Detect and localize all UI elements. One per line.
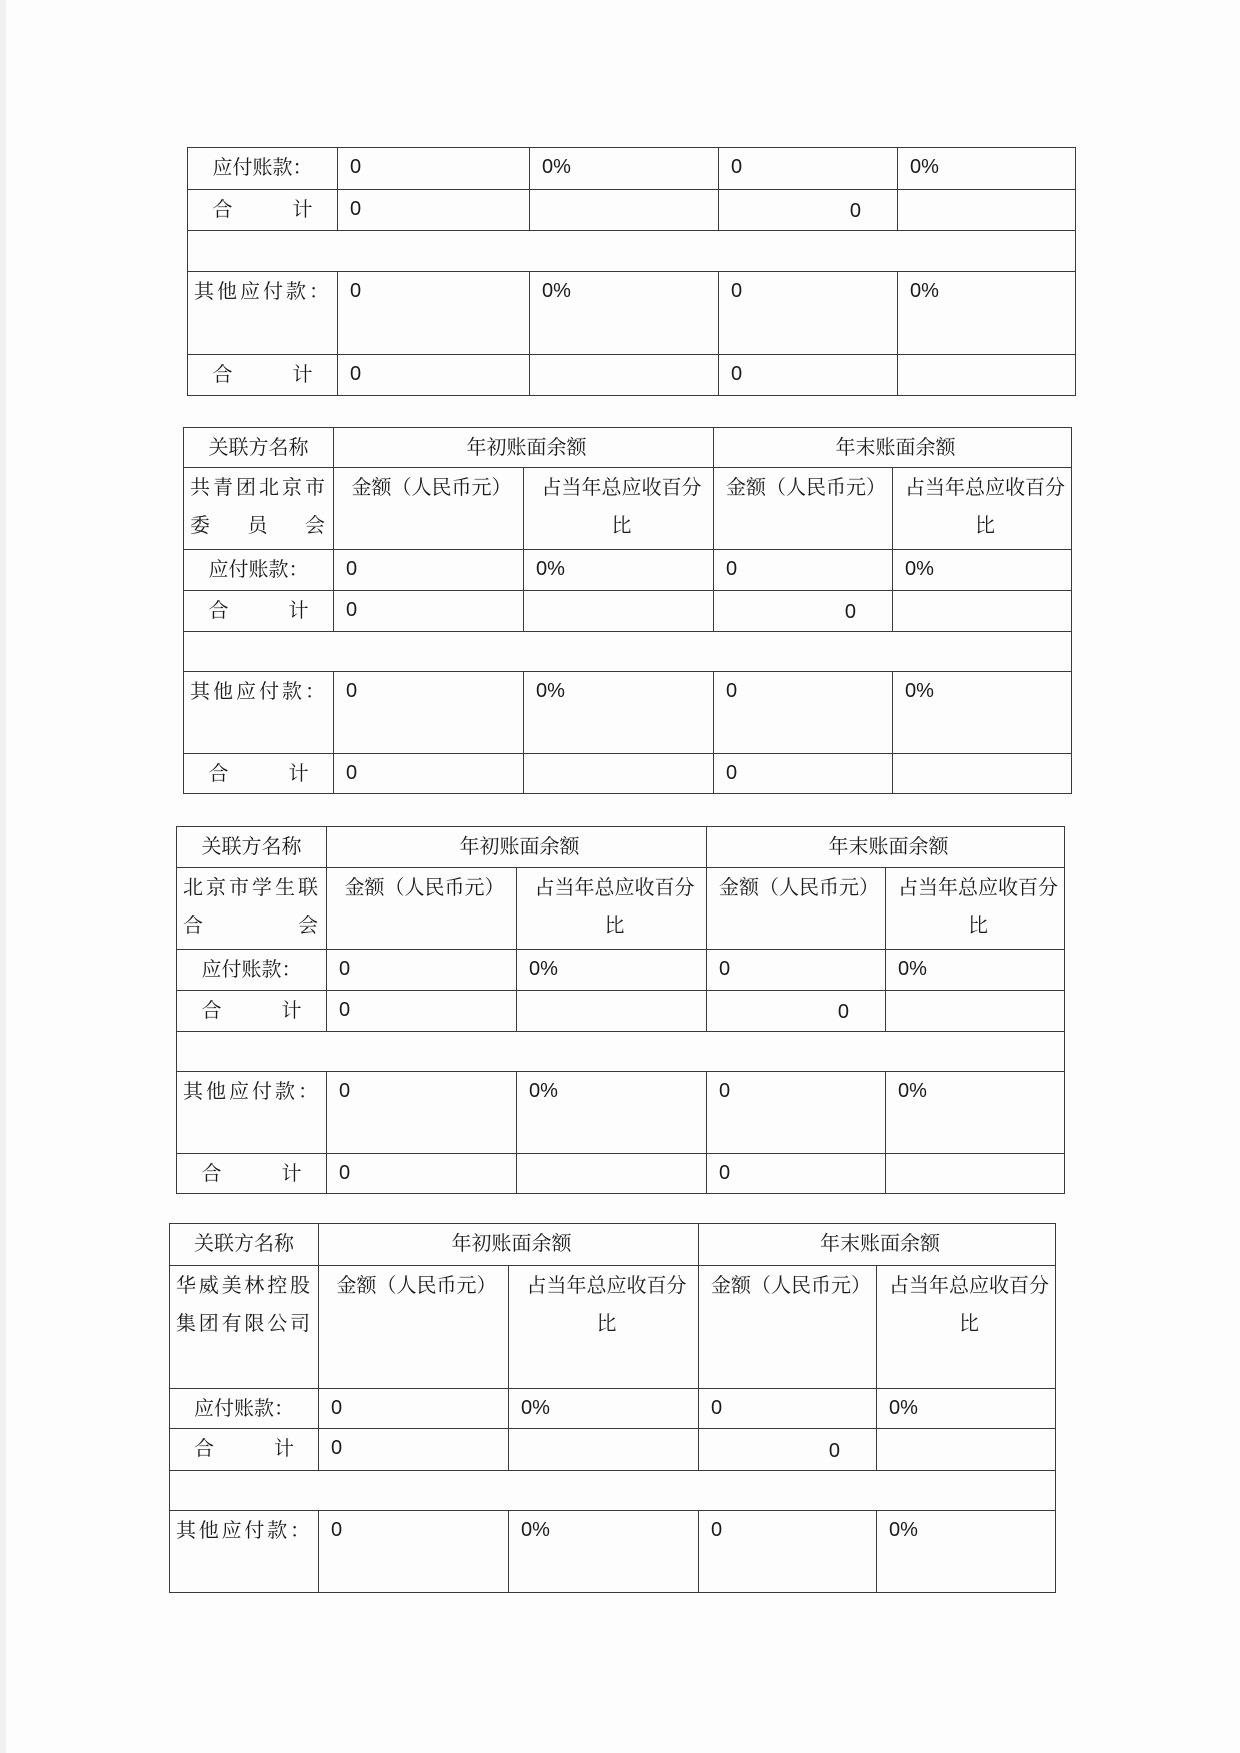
accounts-payable-row [188, 148, 1076, 190]
closing-total-amount: 0 [719, 355, 898, 396]
closing-amount: 0 [719, 272, 898, 355]
opening-total-amount: 0 [334, 591, 524, 632]
total-label: 合 计 [177, 991, 327, 1032]
opening-total-pct [530, 190, 719, 231]
closing-total-amount: 0 [699, 1429, 877, 1471]
blank-cell [170, 1471, 1056, 1511]
closing-balance-header: 年末账面余额 [714, 428, 1072, 468]
opening-amount-header: 金额（人民币元） [319, 1266, 509, 1389]
opening-total-amount: 0 [338, 190, 530, 231]
opening-pct: 0% [530, 148, 719, 190]
opening-balance-header: 年初账面余额 [319, 1224, 699, 1266]
other-payables-row [170, 1511, 1056, 1593]
other-payables-row [177, 1072, 1065, 1154]
opening-total-pct [524, 754, 714, 794]
related-party-table-2 [183, 427, 1072, 794]
other-payables-total-row [188, 355, 1076, 396]
other-payables-label: 其他应付款： [177, 1072, 327, 1154]
opening-total-pct [517, 1154, 707, 1194]
closing-total-pct [898, 355, 1076, 396]
closing-total-pct [877, 1429, 1056, 1471]
total-label: 合 计 [170, 1429, 319, 1471]
accounts-payable-total-row [188, 190, 1076, 231]
opening-amount: 0 [338, 148, 530, 190]
closing-pct: 0% [877, 1389, 1056, 1429]
closing-total-pct [898, 190, 1076, 231]
closing-pct-header: 占当年总应收百分比 [886, 868, 1065, 950]
closing-amount: 0 [714, 550, 893, 591]
opening-amount: 0 [319, 1389, 509, 1429]
accounts-payable-total-row [177, 991, 1065, 1032]
opening-balance-header: 年初账面余额 [334, 428, 714, 468]
other-payables-label: 其他应付款： [184, 672, 334, 754]
opening-amount-header: 金额（人民币元） [334, 468, 524, 550]
closing-amount: 0 [719, 148, 898, 190]
closing-balance-header: 年末账面余额 [707, 827, 1065, 868]
closing-total-amount: 0 [714, 591, 893, 632]
opening-total-pct [530, 355, 719, 396]
accounts-payable-label: 应付账款： [188, 148, 338, 190]
opening-amount: 0 [334, 550, 524, 591]
header-row [184, 428, 1072, 468]
party-name-header: 关联方名称 [170, 1224, 319, 1266]
opening-amount: 0 [327, 1072, 517, 1154]
blank-separator-row [188, 231, 1076, 272]
closing-pct: 0% [893, 550, 1072, 591]
blank-separator-row [184, 632, 1072, 672]
closing-pct: 0% [886, 950, 1065, 991]
closing-balance-header: 年末账面余额 [699, 1224, 1056, 1266]
subheader-row [184, 468, 1072, 550]
accounts-payable-row [177, 950, 1065, 991]
opening-balance-header: 年初账面余额 [327, 827, 707, 868]
closing-pct: 0% [898, 272, 1076, 355]
accounts-payable-label: 应付账款： [170, 1389, 319, 1429]
opening-total-amount: 0 [319, 1429, 509, 1471]
blank-cell [188, 231, 1076, 272]
header-row [170, 1224, 1056, 1266]
closing-pct-header: 占当年总应收百分比 [877, 1266, 1056, 1389]
other-payables-label: 其他应付款： [188, 272, 338, 355]
closing-total-amount: 0 [707, 1154, 886, 1194]
closing-amount: 0 [707, 950, 886, 991]
accounts-payable-label: 应付账款： [177, 950, 327, 991]
total-label: 合 计 [184, 591, 334, 632]
opening-total-pct [524, 591, 714, 632]
opening-pct: 0% [530, 272, 719, 355]
opening-total-amount: 0 [327, 1154, 517, 1194]
closing-total-amount: 0 [707, 991, 886, 1032]
closing-amount: 0 [699, 1389, 877, 1429]
accounts-payable-total-row [170, 1429, 1056, 1471]
party-name: 华威美林控股集团有限公司 [170, 1266, 319, 1389]
scan-page-edge [0, 0, 6, 1753]
opening-total-amount: 0 [327, 991, 517, 1032]
closing-amount: 0 [714, 672, 893, 754]
subheader-row [170, 1266, 1056, 1389]
header-row [177, 827, 1065, 868]
other-payables-row [188, 272, 1076, 355]
opening-total-amount: 0 [338, 355, 530, 396]
blank-cell [184, 632, 1072, 672]
total-label: 合 计 [184, 754, 334, 794]
opening-pct: 0% [524, 550, 714, 591]
closing-amount-header: 金额（人民币元） [707, 868, 886, 950]
opening-pct: 0% [517, 1072, 707, 1154]
subheader-row [177, 868, 1065, 950]
blank-separator-row [177, 1032, 1065, 1072]
opening-pct: 0% [517, 950, 707, 991]
blank-cell [177, 1032, 1065, 1072]
opening-amount: 0 [327, 950, 517, 991]
closing-total-amount: 0 [714, 754, 893, 794]
opening-amount-header: 金额（人民币元） [327, 868, 517, 950]
total-label: 合 计 [188, 190, 338, 231]
accounts-payable-total-row [184, 591, 1072, 632]
closing-pct-header: 占当年总应收百分比 [893, 468, 1072, 550]
closing-total-amount: 0 [719, 190, 898, 231]
other-payables-total-row [177, 1154, 1065, 1194]
opening-pct-header: 占当年总应收百分比 [509, 1266, 699, 1389]
related-party-table-3 [176, 826, 1065, 1194]
closing-amount-header: 金额（人民币元） [714, 468, 893, 550]
total-label: 合 计 [188, 355, 338, 396]
opening-total-amount: 0 [334, 754, 524, 794]
closing-total-pct [893, 754, 1072, 794]
party-name: 共青团北京市委员会 [184, 468, 334, 550]
total-label: 合 计 [177, 1154, 327, 1194]
accounts-payable-row [170, 1389, 1056, 1429]
closing-total-pct [886, 991, 1065, 1032]
closing-amount: 0 [699, 1511, 877, 1593]
other-payables-label: 其他应付款： [170, 1511, 319, 1593]
party-name: 北京市学生联合会 [177, 868, 327, 950]
opening-pct: 0% [509, 1511, 699, 1593]
closing-pct: 0% [898, 148, 1076, 190]
other-payables-total-row [184, 754, 1072, 794]
opening-pct-header: 占当年总应收百分比 [524, 468, 714, 550]
closing-amount-header: 金额（人民币元） [699, 1266, 877, 1389]
other-payables-row [184, 672, 1072, 754]
related-party-table-4 [169, 1223, 1056, 1593]
opening-total-pct [517, 991, 707, 1032]
closing-pct: 0% [886, 1072, 1065, 1154]
closing-pct: 0% [877, 1511, 1056, 1593]
opening-total-pct [509, 1429, 699, 1471]
party-name-header: 关联方名称 [184, 428, 334, 468]
opening-amount: 0 [334, 672, 524, 754]
opening-amount: 0 [338, 272, 530, 355]
opening-pct-header: 占当年总应收百分比 [517, 868, 707, 950]
accounts-payable-row [184, 550, 1072, 591]
opening-pct: 0% [509, 1389, 699, 1429]
opening-amount: 0 [319, 1511, 509, 1593]
closing-total-pct [886, 1154, 1065, 1194]
closing-total-pct [893, 591, 1072, 632]
party-name-header: 关联方名称 [177, 827, 327, 868]
closing-pct: 0% [893, 672, 1072, 754]
related-party-table-1 [187, 147, 1076, 396]
blank-separator-row [170, 1471, 1056, 1511]
accounts-payable-label: 应付账款： [184, 550, 334, 591]
closing-amount: 0 [707, 1072, 886, 1154]
opening-pct: 0% [524, 672, 714, 754]
